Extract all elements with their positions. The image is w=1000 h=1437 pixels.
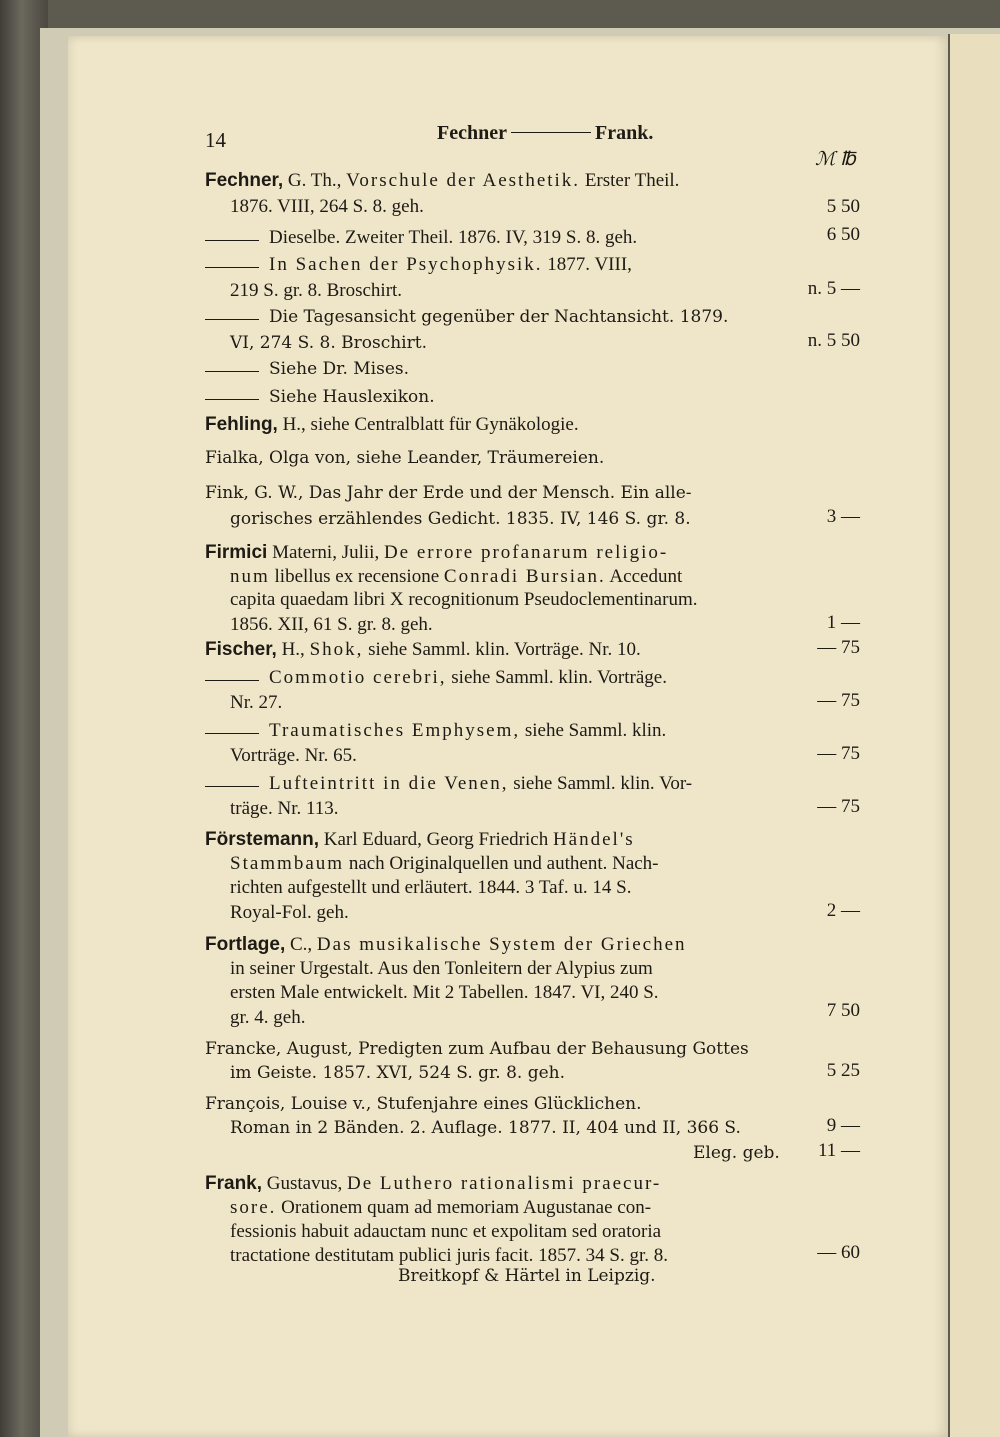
entry-price: 6 50 bbox=[826, 224, 860, 245]
entry-line bbox=[230, 589, 697, 611]
entry-author: Fortlage, bbox=[205, 934, 286, 955]
entry-text: Commotio cerebri, bbox=[269, 667, 447, 688]
entry-line bbox=[205, 1038, 749, 1060]
entry-text: 219 S. gr. 8. Broschirt. bbox=[230, 280, 403, 301]
entry-price: — 75 bbox=[817, 796, 860, 817]
entry-line bbox=[205, 447, 604, 469]
entry-text: siehe Samml. klin. Vorträge. Nr. 10. bbox=[363, 639, 641, 660]
page-number: 14 bbox=[205, 128, 226, 152]
entry-text: Dieselbe. Zweiter Theil. 1876. IV, 319 S. 8. geh. bbox=[269, 227, 638, 248]
entry-text: 1876. VIII, 264 S. 8. geh. bbox=[230, 196, 424, 217]
entry-line bbox=[230, 1062, 565, 1084]
entry-price: n. 5 — bbox=[807, 278, 860, 299]
ditto-dash bbox=[205, 319, 259, 320]
entry-text: In Sachen der Psychophysik. bbox=[269, 254, 543, 275]
entry-line bbox=[230, 508, 691, 530]
entry-line bbox=[269, 358, 409, 380]
ditto-dash bbox=[205, 680, 259, 681]
entry-text: Vorträge. Nr. 65. bbox=[230, 745, 357, 766]
entry-author: Förstemann, bbox=[205, 829, 320, 850]
entry-line bbox=[269, 306, 728, 328]
entry-line bbox=[205, 482, 692, 504]
entry-text: De errore profanarum religio- bbox=[383, 542, 669, 563]
entry-text: Erster Theil. bbox=[580, 170, 680, 191]
entry-price: 1 — bbox=[826, 612, 860, 633]
entry-text: Francke, August, Predigten zum Aufbau der Behausung Gottes bbox=[205, 1039, 749, 1059]
entry-text: richten aufgestellt und erläutert. 1844. 3 Taf. u. 14 S. bbox=[230, 877, 632, 898]
entry-line bbox=[269, 254, 632, 276]
entry-text: träge. Nr. 113. bbox=[230, 798, 339, 819]
entry-text: C., bbox=[285, 934, 317, 955]
entry-line bbox=[205, 542, 668, 564]
entry-line bbox=[205, 829, 635, 851]
entry-text: Conradi Bursian. bbox=[443, 566, 606, 587]
ditto-dash bbox=[205, 399, 259, 400]
entry-line bbox=[230, 1007, 305, 1029]
entry-text: Das musikalische System der Griechen bbox=[316, 934, 687, 955]
entry-text: siehe Samml. klin. Vorträge. bbox=[446, 667, 667, 688]
ditto-dash bbox=[205, 733, 259, 734]
entry-line bbox=[205, 934, 687, 956]
running-head-left: Fechner bbox=[437, 122, 507, 144]
ditto-dash bbox=[205, 371, 259, 372]
entry-line bbox=[230, 1245, 668, 1267]
entry-line bbox=[230, 614, 433, 636]
entry-price: 7 50 bbox=[826, 1000, 860, 1021]
entry-text: gr. 4. geh. bbox=[230, 1007, 306, 1028]
entry-text: Eleg. geb. bbox=[693, 1143, 780, 1163]
entry-text: capita quaedam libri X recognitionum Pseudoclementinarum. bbox=[230, 589, 698, 610]
entry-line bbox=[230, 745, 357, 767]
entry-text: im Geiste. 1857. XVI, 524 S. gr. 8. geh. bbox=[230, 1063, 566, 1083]
entry-author: Fehling, bbox=[205, 414, 278, 435]
entry-text: in seiner Urgestalt. Aus den Tonleitern der Alypius zum bbox=[230, 958, 653, 979]
entry-line bbox=[205, 639, 641, 661]
entry-line bbox=[205, 1173, 661, 1195]
entry-line bbox=[205, 1093, 641, 1115]
entry-line bbox=[693, 1142, 780, 1164]
entry-text: H., bbox=[276, 639, 310, 660]
entry-line bbox=[205, 170, 679, 192]
entry-text: Vorschule der Aesthetik. bbox=[346, 170, 581, 191]
entry-text: Fialka, Olga von, siehe Leander, Träumereien. bbox=[205, 448, 605, 468]
entry-text: Orationem quam ad memoriam Augustanae con- bbox=[276, 1197, 652, 1218]
entry-line bbox=[269, 773, 692, 795]
entry-price: 5 25 bbox=[826, 1060, 860, 1081]
entry-text: libellus ex recensione bbox=[269, 566, 444, 587]
entry-text: ersten Male entwickelt. Mit 2 Tabellen. 1847. VI, 240 S. bbox=[230, 982, 659, 1003]
entry-line bbox=[230, 798, 339, 820]
entry-line bbox=[269, 720, 666, 742]
entry-text: Händel's bbox=[552, 829, 635, 850]
entry-text: H., siehe Centralblatt für Gynäkologie. bbox=[277, 414, 579, 435]
entry-line bbox=[230, 1221, 661, 1243]
running-head-right: Frank. bbox=[594, 122, 654, 144]
entry-line bbox=[230, 877, 631, 899]
entry-text: VI, 274 S. 8. Broschirt. bbox=[230, 333, 427, 353]
entry-text: Lufteintritt in die Venen, bbox=[269, 773, 509, 794]
entry-text: Royal-Fol. geh. bbox=[230, 902, 349, 923]
entry-price: — 75 bbox=[817, 690, 860, 711]
entry-text: De Luthero rationalismi praecur- bbox=[347, 1173, 662, 1194]
entry-text: Karl Eduard, Georg Friedrich bbox=[319, 829, 553, 850]
entry-text: num bbox=[230, 566, 270, 587]
entry-line bbox=[230, 958, 653, 980]
entry-text: tractatione destitutam publici juris facit. 1857. 34 S. gr. 8. bbox=[230, 1245, 668, 1266]
entry-line bbox=[230, 566, 682, 588]
entry-text: G. Th., bbox=[283, 170, 347, 191]
entry-author: Fischer, bbox=[205, 639, 277, 660]
adjacent-page-edge bbox=[948, 34, 1000, 1437]
entry-text: Shok, bbox=[309, 639, 364, 660]
entry-text: Roman in 2 Bänden. 2. Auflage. 1877. II, 404 und II, 366 S. bbox=[230, 1118, 741, 1138]
entry-text: Fink, G. W., Das Jahr der Erde und der Mensch. Ein alle- bbox=[205, 483, 692, 503]
entry-line bbox=[230, 902, 349, 924]
entry-line bbox=[269, 667, 667, 689]
entry-line bbox=[230, 332, 427, 354]
entry-line bbox=[230, 196, 424, 218]
entry-price: n. 5 50 bbox=[807, 330, 860, 351]
entry-text: François, Louise v., Stufenjahre eines Glücklichen. bbox=[205, 1094, 642, 1114]
entry-line bbox=[230, 1117, 741, 1139]
entry-text: Nr. 27. bbox=[230, 692, 283, 713]
publisher-footer: Breitkopf & Härtel in Leipzig. bbox=[398, 1266, 656, 1286]
entry-text: sore. bbox=[230, 1197, 277, 1218]
entry-text: siehe Samml. klin. bbox=[520, 720, 667, 741]
entry-text: nach Originalquellen und authent. Nach- bbox=[344, 853, 659, 874]
entry-text: Siehe Hauslexikon. bbox=[269, 387, 435, 407]
ditto-dash bbox=[205, 240, 259, 241]
entry-author: Fechner, bbox=[205, 170, 284, 191]
entry-price: 2 — bbox=[826, 900, 860, 921]
entry-text: siehe Samml. klin. Vor- bbox=[508, 773, 693, 794]
entry-text: Traumatisches Emphysem, bbox=[269, 720, 521, 741]
running-head bbox=[437, 122, 653, 145]
entry-author: Firmici bbox=[205, 542, 268, 563]
entry-text: Stammbaum bbox=[230, 853, 345, 874]
entry-price: 5 50 bbox=[826, 196, 860, 217]
entry-price: — 60 bbox=[817, 1242, 860, 1263]
entry-text: fessionis habuit adauctam nunc et expolitam sed oratoria bbox=[230, 1221, 662, 1242]
entry-line bbox=[230, 982, 659, 1004]
entry-author: Frank, bbox=[205, 1173, 263, 1194]
ditto-dash bbox=[205, 786, 259, 787]
entry-line bbox=[230, 280, 402, 302]
entry-text: 1877. VIII, bbox=[542, 254, 632, 275]
entry-text: Materni, Julii, bbox=[267, 542, 384, 563]
currency-header: ℳ ℔ bbox=[815, 149, 856, 170]
entry-text: Siehe Dr. Mises. bbox=[269, 359, 410, 379]
entry-price: — 75 bbox=[817, 637, 860, 658]
running-head-dash bbox=[511, 132, 591, 133]
entry-price: 11 — bbox=[817, 1140, 860, 1161]
entry-text: 1856. XII, 61 S. gr. 8. geh. bbox=[230, 614, 433, 635]
entry-text: Die Tagesansicht gegenüber der Nachtansicht. 1879. bbox=[269, 307, 729, 327]
entry-line bbox=[230, 692, 282, 714]
entry-price: — 75 bbox=[817, 743, 860, 764]
entry-text: gorisches erzählendes Gedicht. 1835. IV, 146 S. gr. 8. bbox=[230, 509, 691, 529]
entry-line bbox=[269, 227, 637, 249]
entry-line bbox=[269, 386, 435, 408]
entry-price: 3 — bbox=[826, 506, 860, 527]
entry-text: Accedunt bbox=[605, 566, 683, 587]
entry-line bbox=[230, 853, 659, 875]
ditto-dash bbox=[205, 267, 259, 268]
entry-line bbox=[230, 1197, 651, 1219]
entry-price: 9 — bbox=[826, 1115, 860, 1136]
entry-text: Gustavus, bbox=[262, 1173, 348, 1194]
entry-line bbox=[205, 414, 579, 436]
